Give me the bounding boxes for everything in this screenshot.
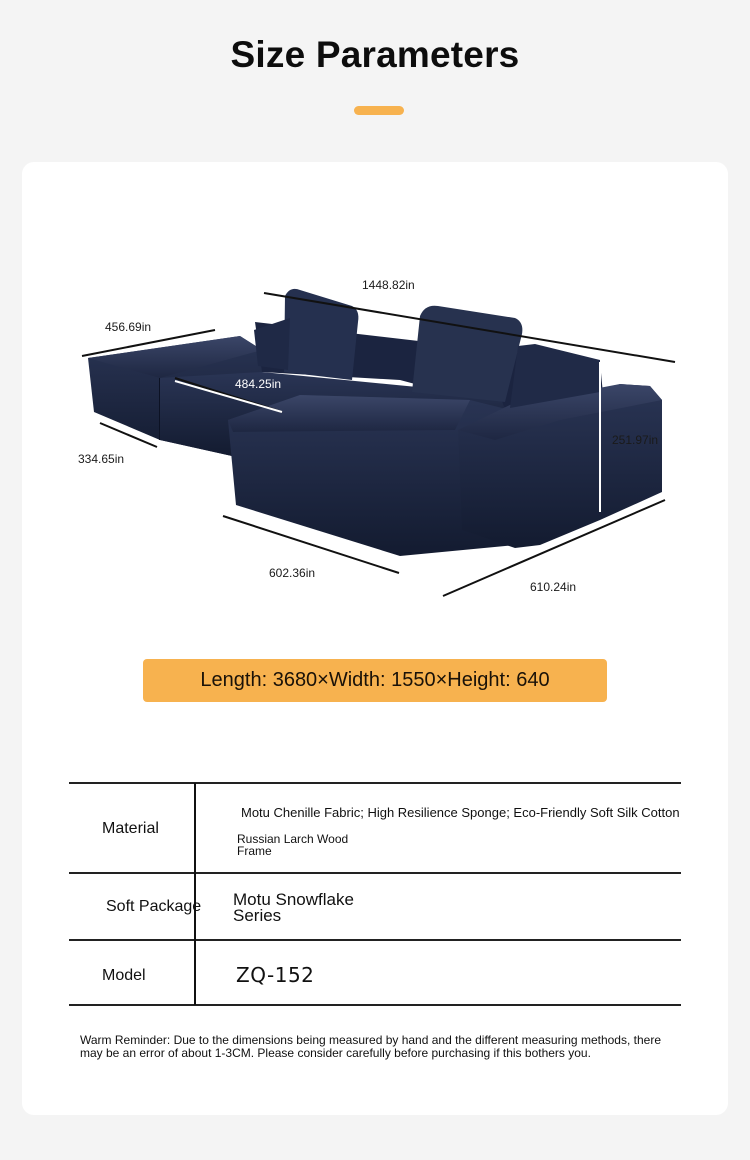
dim-label-height: 251.97in <box>612 433 659 447</box>
dim-label-inner-length: 484.25in <box>235 377 282 391</box>
table-column-divider <box>194 783 196 1005</box>
model-label: Model <box>102 967 146 984</box>
sofa-image <box>88 289 662 556</box>
soft-package-value: Motu Snowflake Series <box>233 890 354 925</box>
table-bottom-border <box>69 1004 681 1006</box>
page-title: Size Parameters <box>230 34 520 75</box>
size-banner-text: Length: 3680×Width: 1550×Height: 640 <box>200 669 550 691</box>
dim-label-top-length: 1448.82in <box>362 278 415 292</box>
soft-package-label: Soft Package <box>106 898 202 915</box>
material-label: Material <box>102 820 159 837</box>
material-value-2: Russian Larch Wood Frame <box>237 832 349 858</box>
table-top-border <box>69 782 681 784</box>
dim-label-front-length: 602.36in <box>269 566 316 580</box>
table-divider-2 <box>69 939 681 941</box>
table-divider-1 <box>69 872 681 874</box>
size-banner <box>143 659 607 702</box>
model-value: ZQ-152 <box>236 963 315 987</box>
dim-label-left-depth: 334.65in <box>78 452 125 466</box>
dim-label-right-length: 610.24in <box>530 580 577 594</box>
material-value-1: Motu Chenille Fabric; High Resilience Sponge; Eco-Friendly Soft Silk Cotton <box>241 805 680 820</box>
warm-reminder: Warm Reminder: Due to the dimensions being measured by hand and the different measuring methods, there may be an error of about 1-3CM. Please consider carefully before purchasing if this bothers you. <box>80 1033 661 1060</box>
dim-label-left-width: 456.69in <box>105 320 152 334</box>
